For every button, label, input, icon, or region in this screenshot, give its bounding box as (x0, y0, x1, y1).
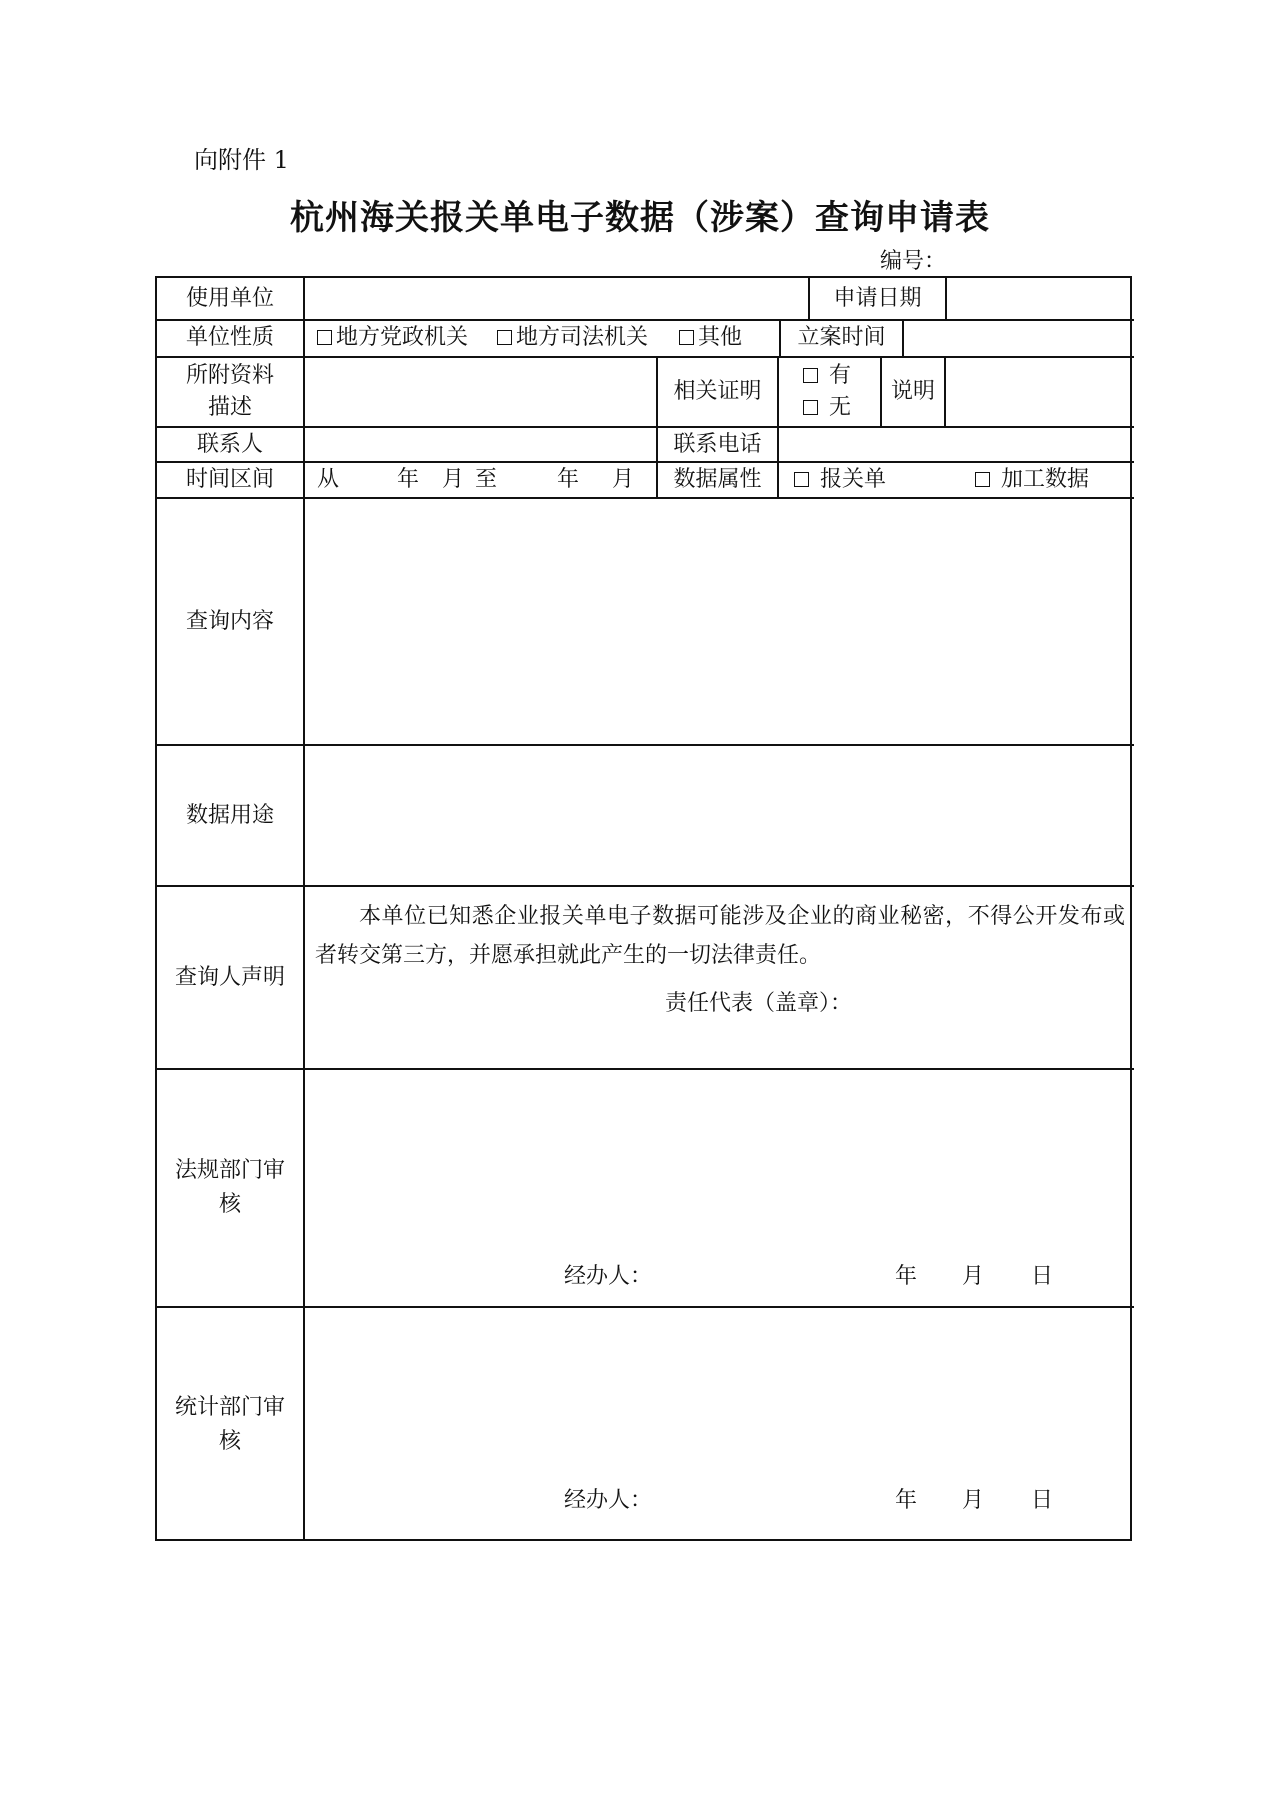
attachment-label: 向附件 1 (194, 146, 289, 174)
declaration-cell (157, 887, 1132, 1068)
data-use-label: 数据用途 (185, 802, 274, 828)
checkbox-icon[interactable] (679, 330, 694, 345)
date-year: 年 (895, 1488, 918, 1513)
checkbox-icon[interactable] (317, 330, 332, 345)
unit-label: 使用单位 (185, 285, 274, 311)
apply-date-input[interactable] (947, 278, 1132, 319)
stats-review-cell[interactable] (305, 1308, 1132, 1541)
legal-review-cell[interactable] (305, 1070, 1132, 1306)
period-month: 月 (612, 467, 635, 492)
period-year: 年 (397, 467, 420, 492)
checkbox-icon[interactable] (803, 400, 818, 415)
unit-type-option[interactable]: 地方党政机关 (317, 321, 468, 355)
apply-date-label: 申请日期 (833, 285, 922, 311)
date-month: 月 (962, 1264, 985, 1289)
case-time-label: 立案时间 (797, 324, 886, 350)
query-content-input[interactable] (305, 499, 1132, 744)
checkbox-icon[interactable] (975, 472, 990, 487)
unit-type-option[interactable]: 其他 (679, 321, 742, 355)
attachment-desc-input[interactable] (305, 358, 656, 426)
attachment-desc-label: 所附资料 描述 (185, 363, 274, 420)
date-year: 年 (895, 1264, 918, 1289)
period-month: 月 (442, 467, 465, 492)
legal-review-label: 法规部门审 核 (174, 1158, 285, 1217)
case-time-input[interactable] (904, 319, 1132, 356)
representative-label: 责任代表（盖章）： (665, 991, 853, 1016)
handler-label: 经办人： (564, 1264, 653, 1289)
data-use-input[interactable] (305, 746, 1132, 885)
unit-type-option[interactable]: 地方司法机关 (497, 321, 648, 355)
unit-type-label: 单位性质 (185, 324, 274, 350)
date-day: 日 (1031, 1264, 1054, 1289)
declaration-text: 本单位已知悉企业报关单电子数据可能涉及企业的商业秘密，不得公开发布或者转交第三方，并愿承担就此产生的一切法律责任。 (315, 904, 1125, 968)
unit-input[interactable] (305, 278, 808, 319)
note-label: 说明 (890, 379, 935, 404)
period-to: 至 (475, 467, 498, 492)
date-day: 日 (1031, 1488, 1054, 1513)
checkbox-icon[interactable] (794, 472, 809, 487)
stats-review-label: 统计部门审 核 (174, 1394, 285, 1454)
proof-option-yes[interactable]: 有 (803, 360, 851, 392)
column-divider (777, 356, 779, 497)
note-input[interactable] (946, 358, 1132, 426)
data-attr-label: 数据属性 (673, 467, 762, 492)
form-title: 杭州海关报关单电子数据（涉案）查询申请表 (290, 198, 990, 238)
period-from: 从 (317, 467, 340, 492)
period-label: 时间区间 (185, 467, 274, 492)
proof-label: 相关证明 (673, 379, 762, 404)
period-year: 年 (557, 467, 580, 492)
data-attr-option[interactable]: 加工数据 (975, 463, 1089, 497)
serial-number-label: 编号： (880, 249, 947, 274)
checkbox-icon[interactable] (803, 368, 818, 383)
phone-label: 联系电话 (673, 431, 762, 457)
phone-input[interactable] (779, 428, 1132, 461)
contact-input[interactable] (305, 428, 656, 461)
declaration-label: 查询人声明 (174, 964, 285, 990)
data-attr-option[interactable]: 报关单 (794, 463, 886, 497)
contact-label: 联系人 (196, 431, 263, 457)
checkbox-icon[interactable] (497, 330, 512, 345)
query-content-label: 查询内容 (185, 608, 274, 634)
date-month: 月 (962, 1488, 985, 1513)
proof-option-no[interactable]: 无 (803, 392, 851, 424)
application-form (155, 276, 1132, 1541)
handler-label: 经办人： (564, 1488, 653, 1513)
